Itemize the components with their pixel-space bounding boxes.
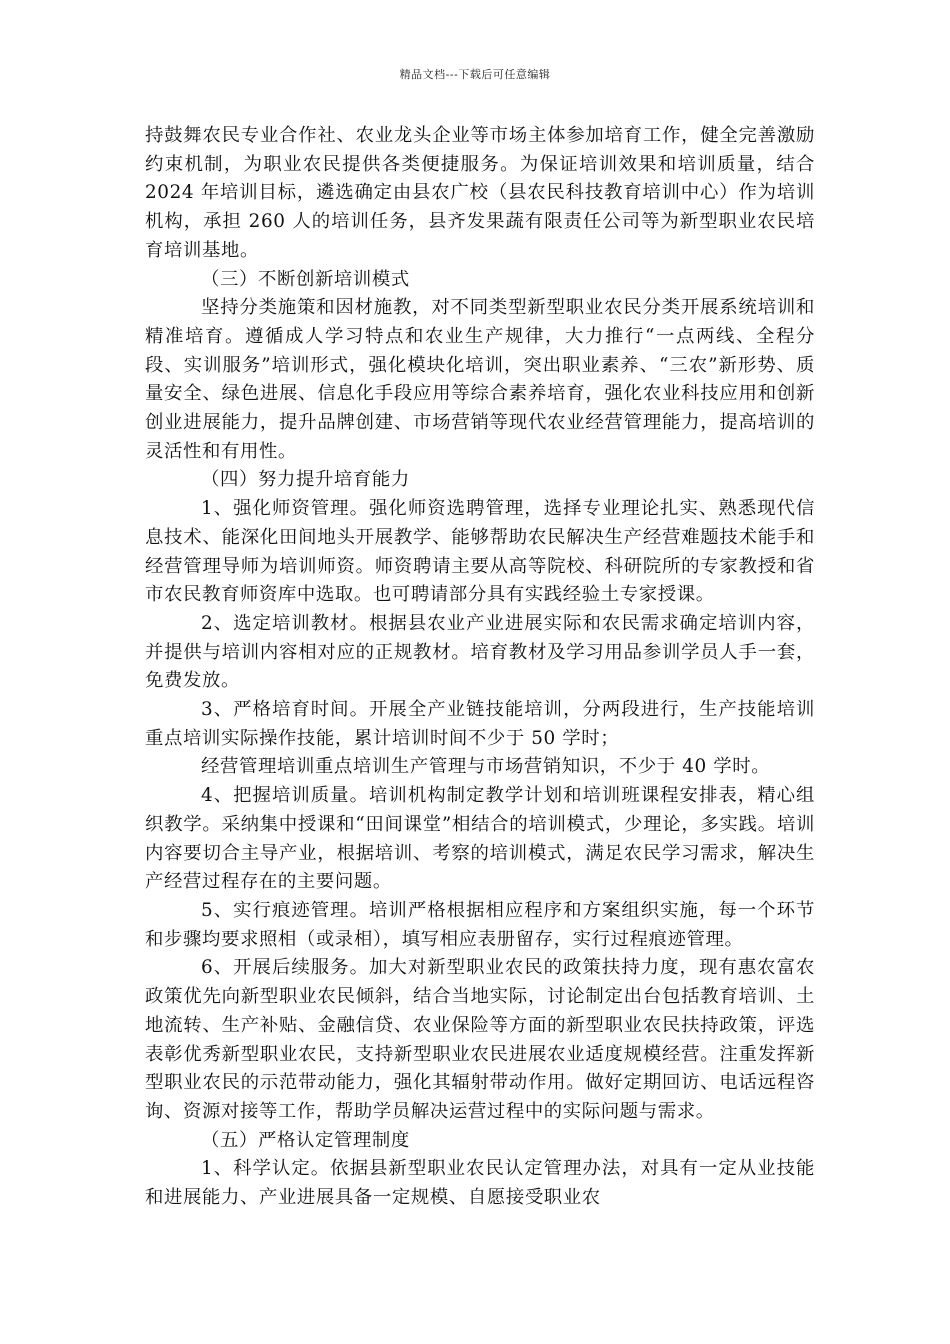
paragraph-item-3: 3、严格培育时间。开展全产业链技能培训，分两段进行，生产技能培训重点培训实际操作技能，累计培训时间不少于 50 学时； [145,699,815,749]
paragraph-item-1: 1、强化师资管理。强化师资选聘管理，选择专业理论扎实、熟悉现代信息技术、能深化田间地头开展教学、能够帮助农民解决生产经营难题技术能手和经营管理导师为培训师资。师资聘请主要从高等院校、科研院所的专家教授和省市农民教育师资库中选取。也可聘请部分具有实践经验土专家授课。 [145,498,815,606]
section-heading-3: （三）不断创新培训模式 [201,268,410,290]
paragraph-section-3: 坚持分类施策和因材施教，对不同类型新型职业农民分类开展系统培训和精准培育。遵循成人学习特点和农业生产规律，大力推行“一点两线、全程分段、实训服务”培训形式，强化模块化培训，突出职业素养、“三农”新形势、质量安全、绿色进展、信息化手段应用等综合素养培育，强化农业科技应用和创新创业进展能力，提升品牌创建、市场营销等现代农业经营管理能力，提高培训的灵活性和有用性。 [145,297,815,462]
paragraph-item-2: 2、选定培训教材。根据县农业产业进展实际和农民需求确定培训内容，并提供与培训内容相对应的正规教材。培育教材及学习用品参训学员人手一套，免费发放。 [145,612,815,692]
section-heading-4: （四）努力提升培育能力 [201,469,410,491]
paragraph-item-6: 6、开展后续服务。加大对新型职业农民的政策扶持力度，现有惠农富农政策优先向新型职业农民倾斜，结合当地实际，讨论制定出台包括教育培训、土地流转、生产补贴、金融信贷、农业保险等方面的新型职业农民扶持政策，评选表彰优秀新型职业农民，支持新型职业农民进展农业适度规模经营。注重发挥新型职业农民的示范带动能力，强化其辐射带动作用。做好定期回访、电话远程咨询、资源对接等工作，帮助学员解决运营过程中的实际问题与需求。 [145,957,815,1122]
paragraph-item-3-continued: 经营管理培训重点培训生产管理与市场营销知识，不少于 40 学时。 [201,756,771,778]
section-heading-5: （五）严格认定管理制度 [201,1129,410,1151]
paragraph-item-4: 4、把握培训质量。培训机构制定教学计划和培训班课程安排表，精心组织教学。采纳集中授课和“田间课堂”相结合的培训模式，少理论，多实践。培训内容要切合主导产业，根据培训、考察的培训模式，满足农民学习需求，解决生产经营过程存在的主要问题。 [145,785,815,893]
page-header: 精品文档---下载后可任意编辑 [399,68,551,81]
paragraph-item-5: 5、实行痕迹管理。培训严格根据相应程序和方案组织实施，每一个环节和步骤均要求照相（或录相），填写相应表册留存，实行过程痕迹管理。 [145,899,815,950]
paragraph-continuation: 持鼓舞农民专业合作社、农业龙头企业等市场主体参加培育工作，健全完善激励约束机制，为职业农民提供各类便捷服务。为保证培训效果和培训质量，结合 2024 年培训目标，遴选确定由县农广校（县农民科技教育培训中心）作为培训机构，承担 260 人的培训任务，县齐发果蔬有限责任公司等为新型职业农民培育培训基地。 [145,125,815,261]
document-body [145,122,815,1213]
paragraph-item-5-1: 1、科学认定。依据县新型职业农民认定管理办法，对具有一定从业技能和进展能力、产业进展具备一定规模、自愿接受职业农 [145,1158,815,1209]
